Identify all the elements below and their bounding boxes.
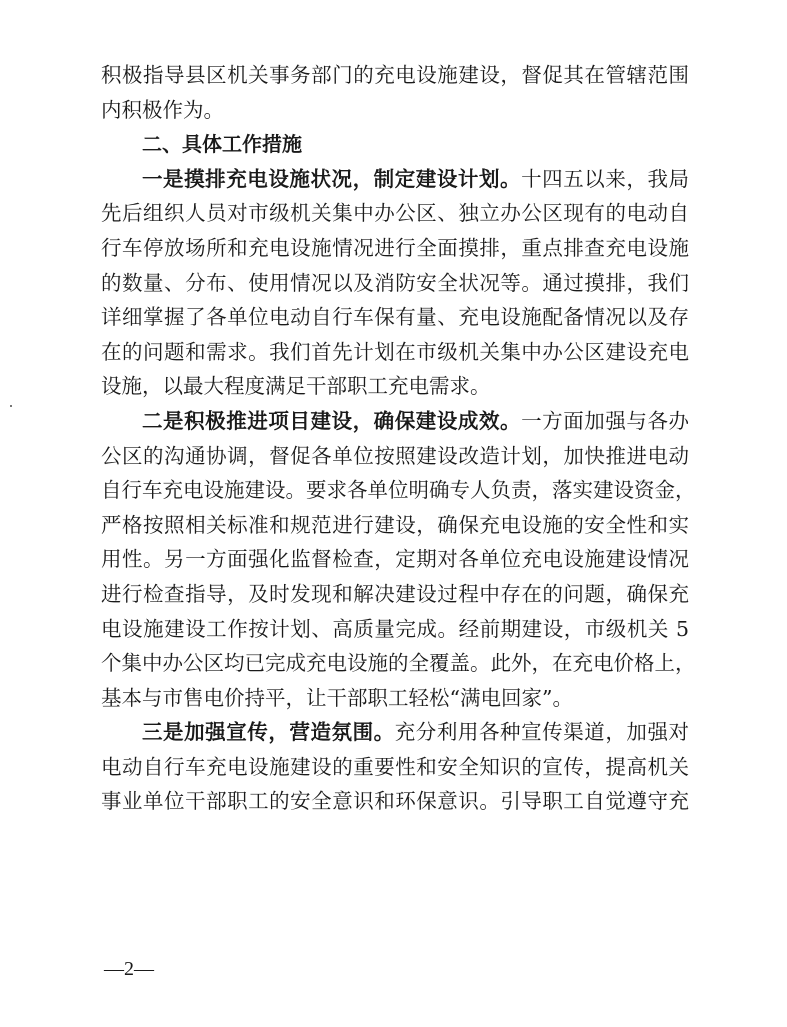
text-line: [101, 473, 696, 508]
text-line: [101, 196, 689, 231]
text-line: [101, 300, 689, 335]
text-line: [101, 439, 689, 474]
text-line: [101, 508, 689, 543]
line-text: 用性。另一方面强化监督检查，定期对各单位充电设施建设情况: [101, 547, 689, 572]
line-text: 电动自行车充电设施建设的重要性和安全知识的宣传，提高机关: [101, 754, 689, 779]
text-line: [101, 93, 689, 128]
text-line: [101, 577, 689, 612]
line-text: 基本与市售电价持平，让干部职工轻松“满电回家”。: [101, 685, 573, 710]
line-text: 自行车充电设施建设。要求各单位明确专人负责，落实建设资金，: [101, 478, 696, 503]
line-text: 积极指导县区机关事务部门的充电设施建设，督促其在管辖范围: [101, 63, 689, 87]
line-text: 一方面加强与各办: [521, 408, 690, 433]
text-line: [101, 369, 689, 404]
line-text: 设施，以最大程度满足干部职工充电需求。: [101, 374, 491, 399]
text-line: [101, 612, 689, 647]
document-body: [101, 58, 696, 819]
line-text: 十四五以来，我局: [521, 166, 690, 191]
paragraph-lead: 三是加强宣传，营造氛围。: [142, 720, 395, 745]
text-line: [101, 266, 689, 301]
line-text: 内积极作为。: [101, 97, 224, 122]
text-line: [101, 646, 696, 681]
text-line: [101, 335, 689, 370]
line-text: 公区的沟通协调，督促各单位按照建设改造计划，加快推进电动: [101, 443, 689, 468]
text-line: [101, 404, 689, 439]
line-text: 在的问题和需求。我们首先计划在市级机关集中办公区建设充电: [101, 339, 689, 364]
line-text: 个集中办公区均已完成充电设施的全覆盖。此外，在充电价格上，: [101, 651, 696, 676]
text-line: [101, 542, 689, 577]
line-text: 严格按照相关标准和规范进行建设，确保充电设施的安全性和实: [101, 512, 689, 537]
page-number: —2—: [104, 958, 154, 980]
heading-text: 二、具体工作措施: [142, 132, 302, 157]
line-text: 行车停放场所和充电设施情况进行全面摸排，重点排查充电设施: [101, 235, 689, 260]
text-line: [101, 162, 689, 197]
paragraph-lead: 一是摸排充电设施状况，制定建设计划。: [142, 166, 522, 191]
section-heading: [101, 127, 689, 162]
text-line: [101, 681, 689, 716]
line-text: 进行检查指导，及时发现和解决建设过程中存在的问题，确保充: [101, 581, 689, 606]
text-line: [101, 231, 689, 266]
line-text: 先后组织人员对市级机关集中办公区、独立办公区现有的电动自: [101, 201, 689, 226]
line-text: 的数量、分布、使用情况以及消防安全状况等。通过摸排，我们: [101, 270, 689, 295]
line-text: 充分利用各种宣传渠道，加强对: [394, 720, 690, 745]
text-line: [101, 715, 689, 750]
line-text: 事业单位干部职工的安全意识和环保意识。引导职工自觉遵守充: [101, 789, 689, 814]
text-line: [101, 784, 689, 819]
text-line: [101, 750, 689, 785]
paragraph-lead: 二是积极推进项目建设，确保建设成效。: [142, 408, 522, 433]
line-text: 详细掌握了各单位电动自行车保有量、充电设施配备情况以及存: [101, 305, 689, 330]
text-line: [101, 58, 689, 93]
scan-mark: [10, 405, 12, 407]
line-text: 电设施建设工作按计划、高质量完成。经前期建设，市级机关 5: [101, 616, 689, 641]
